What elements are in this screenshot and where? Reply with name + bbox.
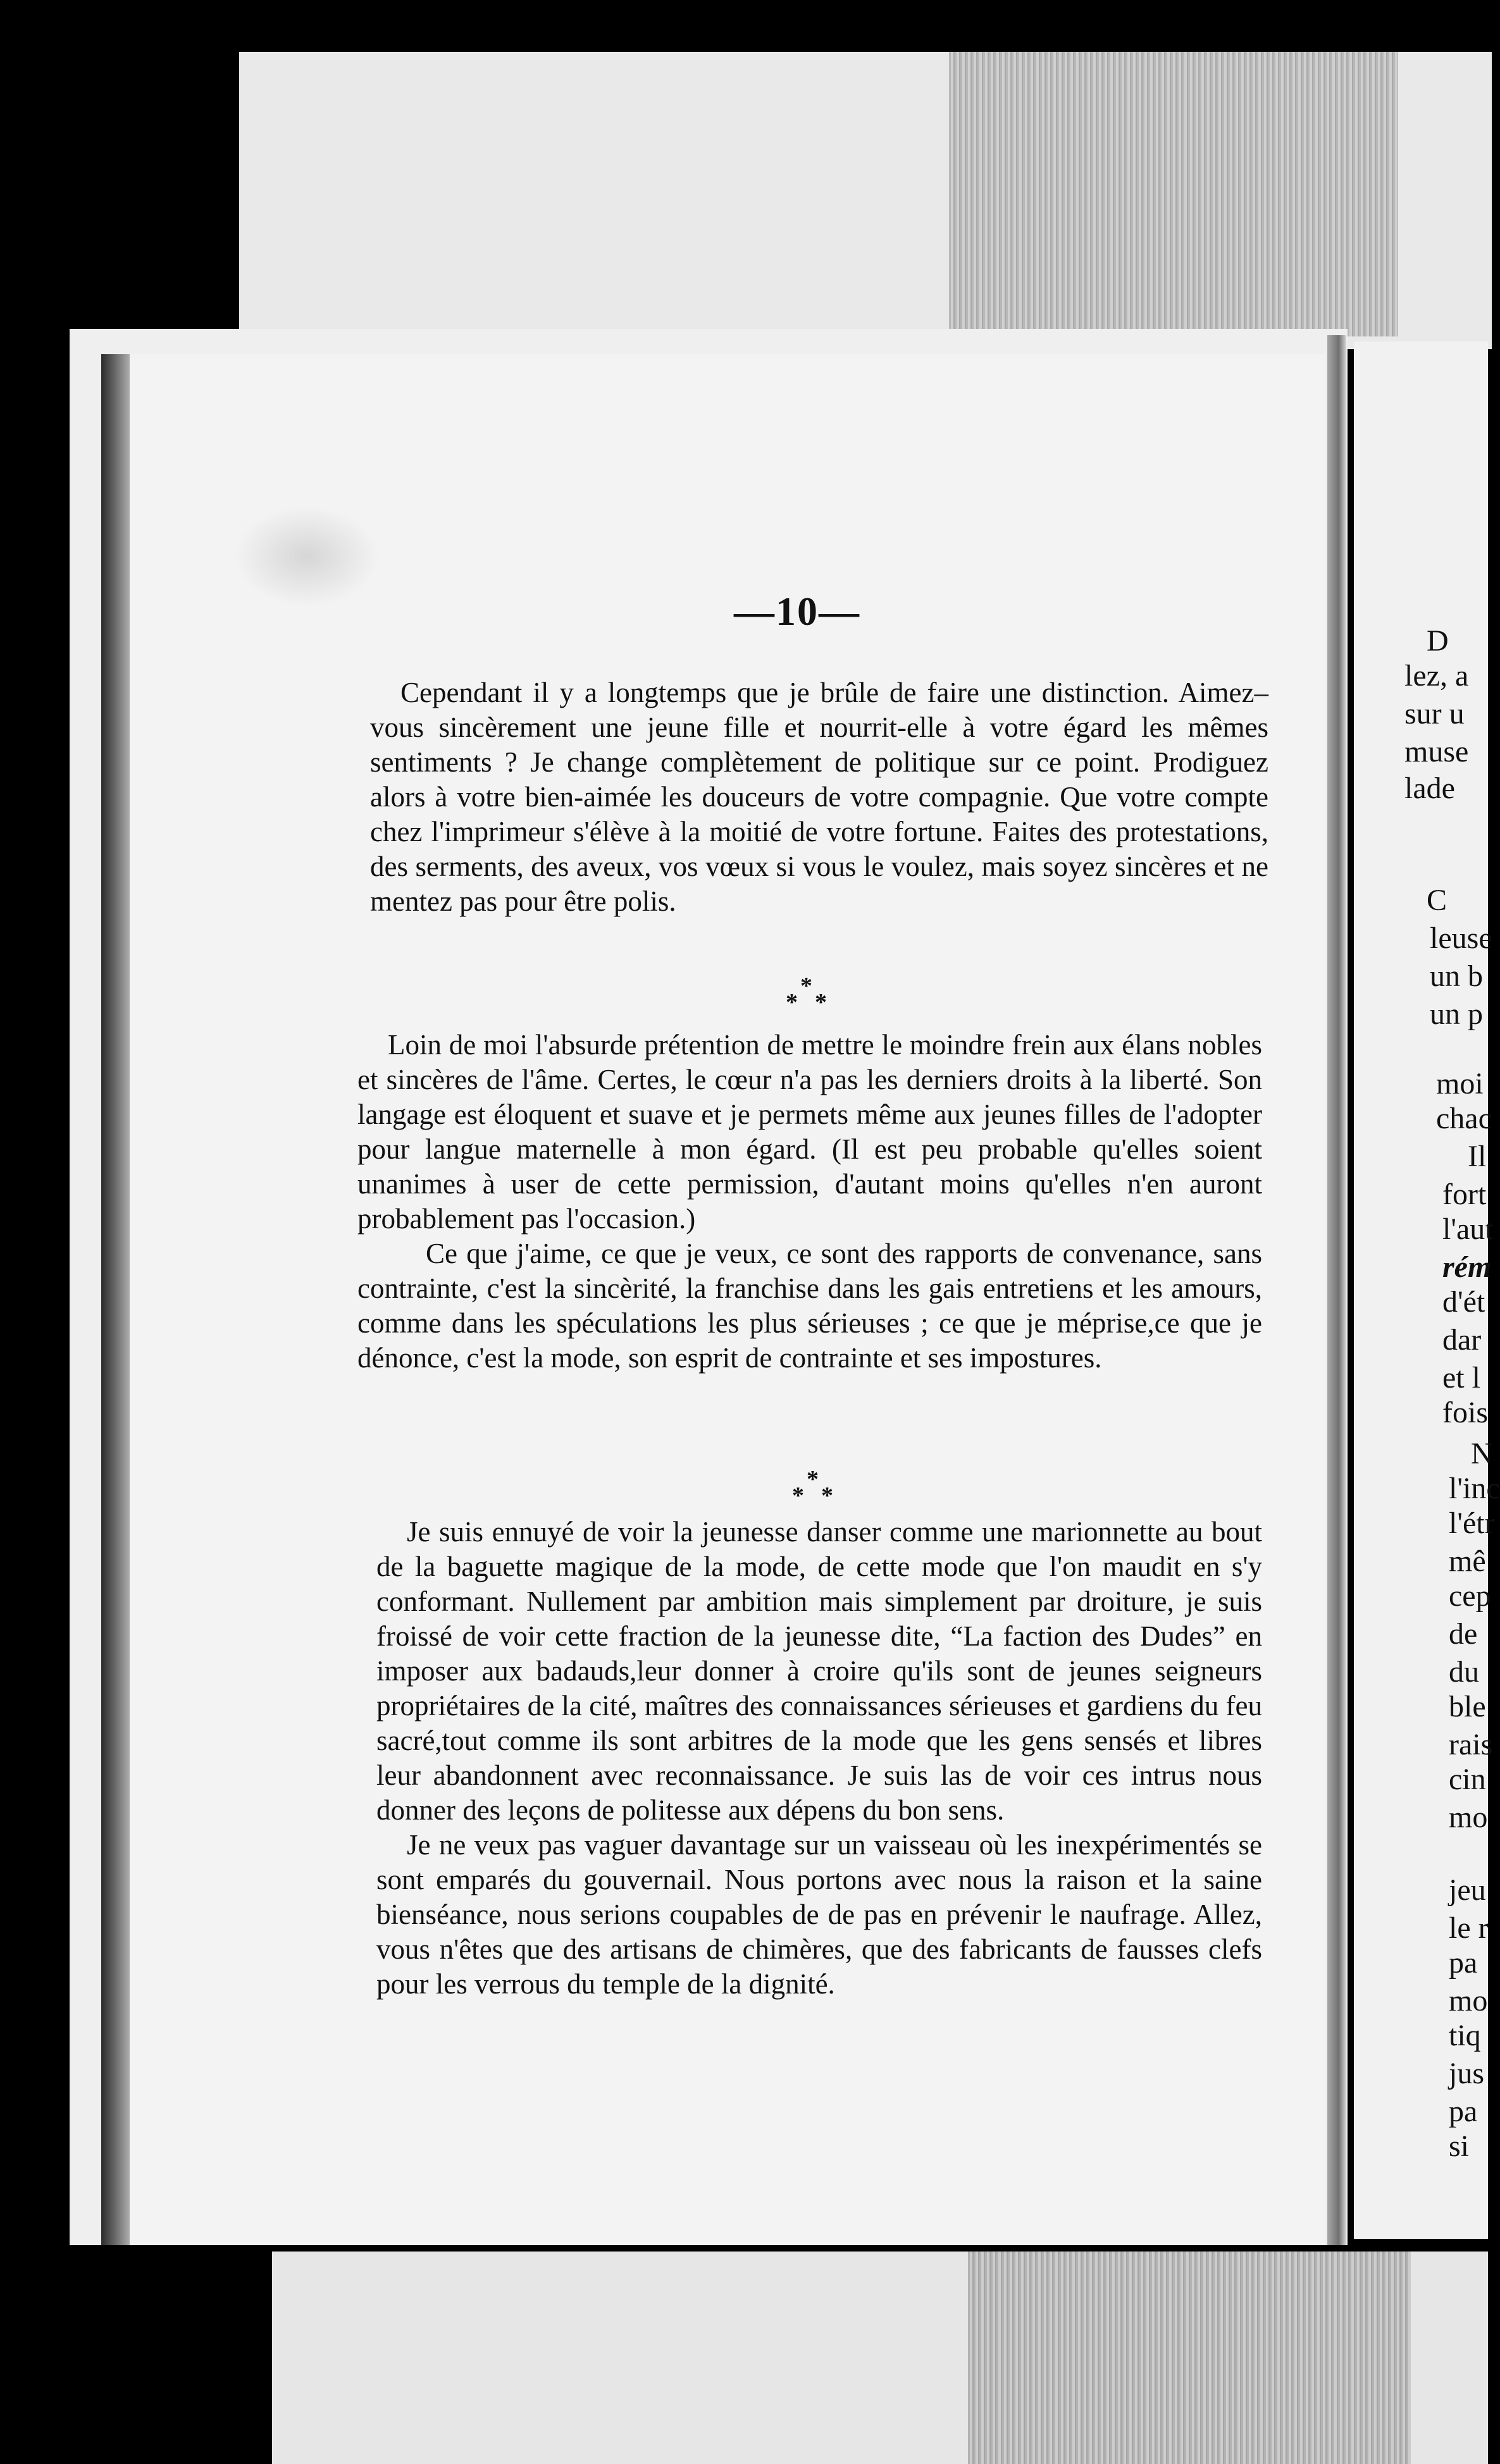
facing-page-line: mo <box>1449 1801 1488 1834</box>
facing-page-line: lez, a <box>1404 659 1469 693</box>
facing-page-line: tiq <box>1449 2019 1481 2052</box>
facing-page-line: pa <box>1449 2095 1478 2128</box>
text-section-2 <box>357 1028 1262 1376</box>
facing-page-line: fois <box>1442 1396 1488 1429</box>
facing-page-line: l'étr <box>1449 1506 1495 1540</box>
facing-page-line: cin <box>1449 1763 1486 1796</box>
paragraph: Loin de moi l'absurde prétention de mettre le moindre frein aux élans nobles et sincères de l'âme. Certes, le cœur n'a pas les derniers droits à la liberté. Son langage est éloquent et suave et je permets même aux jeunes filles de l'adopter pour langue maternelle à mon égard. (Il est peu probable qu'elles soient unanimes à user de cette permission, d'autant moins qu'elles n'en auront probablement pas l'occasion.) <box>357 1029 1262 1235</box>
facing-page-line: mê <box>1449 1544 1486 1578</box>
facing-page-line: muse <box>1404 735 1469 768</box>
paragraph: Cependant il y a longtemps que je brûle de faire une distinction. Aimez–vous sincèrement une jeune fille et nourrit-elle à votre égard les mêmes sentiments ? Je change complètement de politique sur ce point. Prodiguez alors à votre bien-aimée les douceurs de votre compagnie. Que votre compte chez l'imprimeur s'élève à la moitié de votre fortune. Faites des protestations, des serments, des aveux, vos vœux si vous le voulez, mais soyez sincères et ne mentez pas pour être polis. <box>370 677 1268 917</box>
facing-page-line: rém <box>1442 1250 1492 1284</box>
facing-page-line: dar <box>1442 1323 1482 1357</box>
facing-page-line: et l <box>1442 1361 1480 1395</box>
facing-page-line: de <box>1449 1617 1478 1651</box>
page-number: —10— <box>734 589 860 634</box>
section-divider-asterism <box>784 1467 841 1512</box>
facing-page-line: chac <box>1436 1102 1492 1135</box>
asterism-star: * <box>815 989 827 1016</box>
facing-page-line: moi <box>1436 1067 1484 1100</box>
facing-page-line: N <box>1471 1437 1493 1470</box>
asterism-star: * <box>786 989 798 1016</box>
facing-page-line: jus <box>1449 2057 1485 2090</box>
section-divider-asterism <box>778 974 835 1018</box>
facing-page-line: rais <box>1449 1728 1493 1761</box>
paragraph: Ce que j'aime, ce que je veux, ce sont des rapports de convenance, sans contrainte, c'est la sincèrité, la franchise dans les gais entretiens et les amours, comme dans les spéculations les plus sérieuses ; ce que je méprise,ce que je dénonce, c'est la mode, son esprit de contrainte et ses impostures. <box>357 1238 1262 1374</box>
paragraph: Je ne veux pas vaguer davantage sur un vaisseau où les inexpérimentés se sont emparés du gouvernail. Nous portons avec nous la raison et la saine bienséance, nous serions coupables de de pas en prévenir le naufrage. Allez, vous n'êtes que des artisans de chimères, que des fabricants de fausses clefs pour les verrous du temple de la dignité. <box>376 1829 1262 2000</box>
paragraph: Je suis ennuyé de voir la jeunesse danser comme une marionnette au bout de la baguette magique de la mode, de cette mode que l'on maudit en s'y conformant. Nullement par ambition mais simplement par droiture, je suis froissé de voir cette fraction de la jeunesse dite, “La faction des Dudes” en imposer aux badauds,leur donner à croire qu'ils sont de jeunes seigneurs propriétaires de la cité, maîtres des connaissances sérieuses et gardiens du feu sacré,tout comme ils sont arbitres de la mode que les gens sensés et libres leur abandonnent avec reconnaissance. Je suis las de voir ces intrus nous donner des leçons de politesse aux dépens du bon sens. <box>376 1516 1262 1826</box>
facing-page-line: C <box>1427 884 1447 917</box>
facing-page-line: sur u <box>1404 697 1465 730</box>
text-section-1 <box>370 675 1268 919</box>
page-gutter-shadow <box>101 354 133 2245</box>
facing-page-line: l'aut <box>1442 1212 1494 1246</box>
facing-page-line: leuse <box>1430 921 1492 955</box>
facing-page-line: mo <box>1449 1984 1488 2017</box>
asterism-star: * <box>821 1482 833 1509</box>
asterism-star: * <box>800 973 812 999</box>
facing-page-line: Il <box>1468 1140 1487 1173</box>
facing-page-line: un p <box>1430 997 1483 1031</box>
facing-page-line: fort <box>1442 1178 1487 1211</box>
facing-page-line: jeu <box>1449 1873 1486 1907</box>
facing-page-line: d'ét <box>1442 1285 1485 1319</box>
binding-tape-top <box>949 52 1398 336</box>
asterism-star: * <box>807 1466 819 1493</box>
facing-page-line: si <box>1449 2129 1470 2163</box>
asterism-star: * <box>792 1482 804 1509</box>
facing-page-line: D <box>1427 624 1449 658</box>
facing-page-line: un b <box>1430 959 1483 993</box>
facing-page-line: ble <box>1449 1690 1486 1723</box>
binding-tape-bottom <box>968 2251 1411 2464</box>
page-edge <box>1327 335 1346 2245</box>
facing-page-line: du <box>1449 1655 1479 1689</box>
facing-page <box>1354 342 1500 2239</box>
facing-page-line: le r <box>1449 1911 1489 1945</box>
text-section-3 <box>376 1515 1262 2002</box>
facing-page-line: lade <box>1404 772 1455 805</box>
paper-stain <box>234 506 380 607</box>
facing-page-line: cep <box>1449 1579 1491 1613</box>
facing-page-line: pa <box>1449 1946 1478 1980</box>
facing-page-line: l'inc <box>1449 1472 1500 1505</box>
